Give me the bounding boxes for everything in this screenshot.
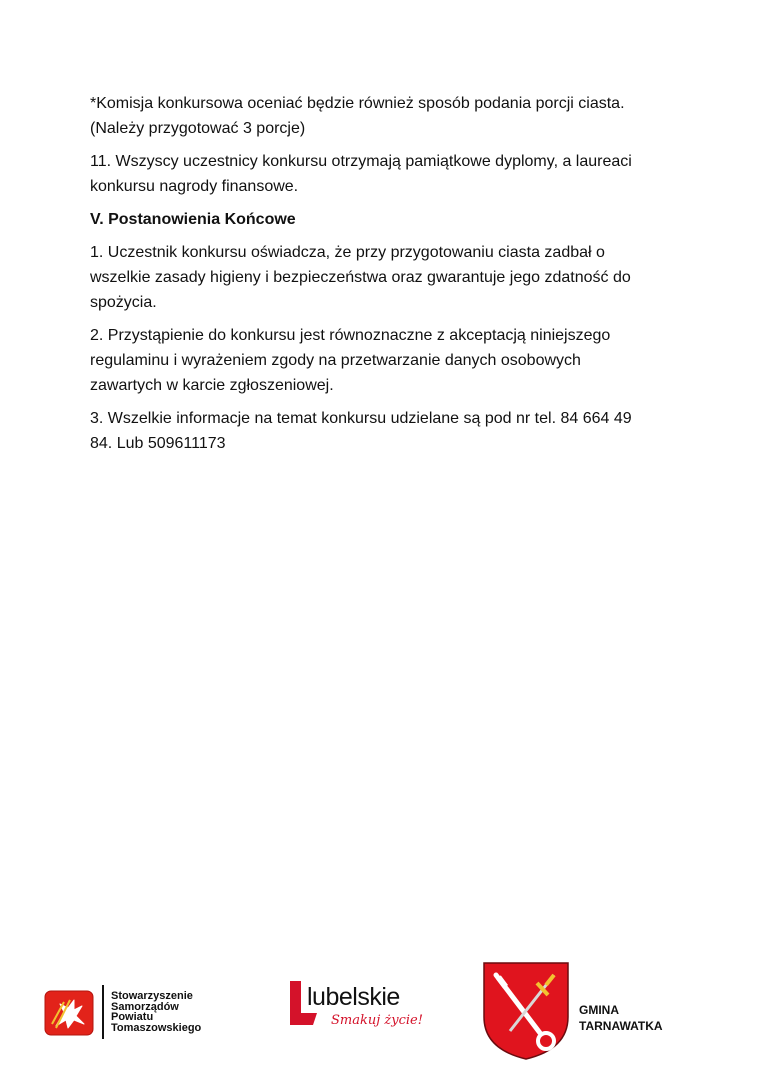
- org-name-line: Samorządów: [111, 1000, 179, 1013]
- text-line: regulaminu i wyrażeniem zgody na przetwarzanie danych osobowych: [90, 352, 581, 369]
- paragraph-item-11: [90, 149, 670, 199]
- text-line: *Komisja konkursowa oceniać będzie również sposób podania porcji ciasta.: [90, 95, 625, 112]
- lubelskie-wordmark: lubelskie: [307, 983, 400, 1011]
- griffin-emblem-icon: [44, 990, 94, 1036]
- gmina-name-line: TARNAWATKA: [579, 1019, 663, 1033]
- org-name-line: Stowarzyszenie: [111, 990, 193, 1002]
- document-body: [90, 91, 670, 464]
- paragraph-final-3: [90, 406, 670, 456]
- paragraph-jury-note: [90, 91, 670, 141]
- lubelskie-slogan: Smakuj życie!: [331, 1013, 423, 1028]
- gmina-name: [579, 1002, 663, 1034]
- footer-logos: [0, 955, 763, 1065]
- text-line: zawartych w karcie zgłoszeniowej.: [90, 377, 334, 394]
- logo-stowarzyszenie: [44, 983, 214, 1041]
- paragraph-final-2: [90, 323, 670, 398]
- text-line: 84. Lub 509611173: [90, 435, 226, 452]
- paragraph-final-1: [90, 240, 670, 315]
- text-line: 3. Wszelkie informacje na temat konkursu udzielane są pod nr tel. 84 664 49: [90, 410, 632, 427]
- gmina-name-line: GMINA: [579, 1003, 619, 1017]
- text-line: 11. Wszyscy uczestnicy konkursu otrzymają pamiątkowe dyplomy, a laureaci: [90, 153, 632, 170]
- section-heading: V. Postanowienia Końcowe: [90, 211, 296, 228]
- text-line: 2. Przystąpienie do konkursu jest równoznaczne z akceptacją niniejszego: [90, 327, 611, 344]
- text-line: spożycia.: [90, 294, 157, 311]
- text-line: 1. Uczestnik konkursu oświadcza, że przy przygotowaniu ciasta zadbał o: [90, 244, 605, 261]
- logo-lubelskie: [287, 979, 423, 1035]
- org-name-line: Tomaszowskiego: [111, 1021, 202, 1034]
- logo-divider: [102, 985, 104, 1039]
- org-name: [111, 991, 201, 1033]
- text-line: konkursu nagrody finansowe.: [90, 178, 299, 195]
- coat-of-arms-key-sword-icon: [482, 961, 570, 1061]
- text-line: wszelkie zasady higieny i bezpieczeństwa oraz gwarantuje jego zdatność do: [90, 269, 631, 286]
- text-line: (Należy przygotować 3 porcje): [90, 120, 306, 137]
- org-name-line: Powiatu: [111, 1011, 154, 1023]
